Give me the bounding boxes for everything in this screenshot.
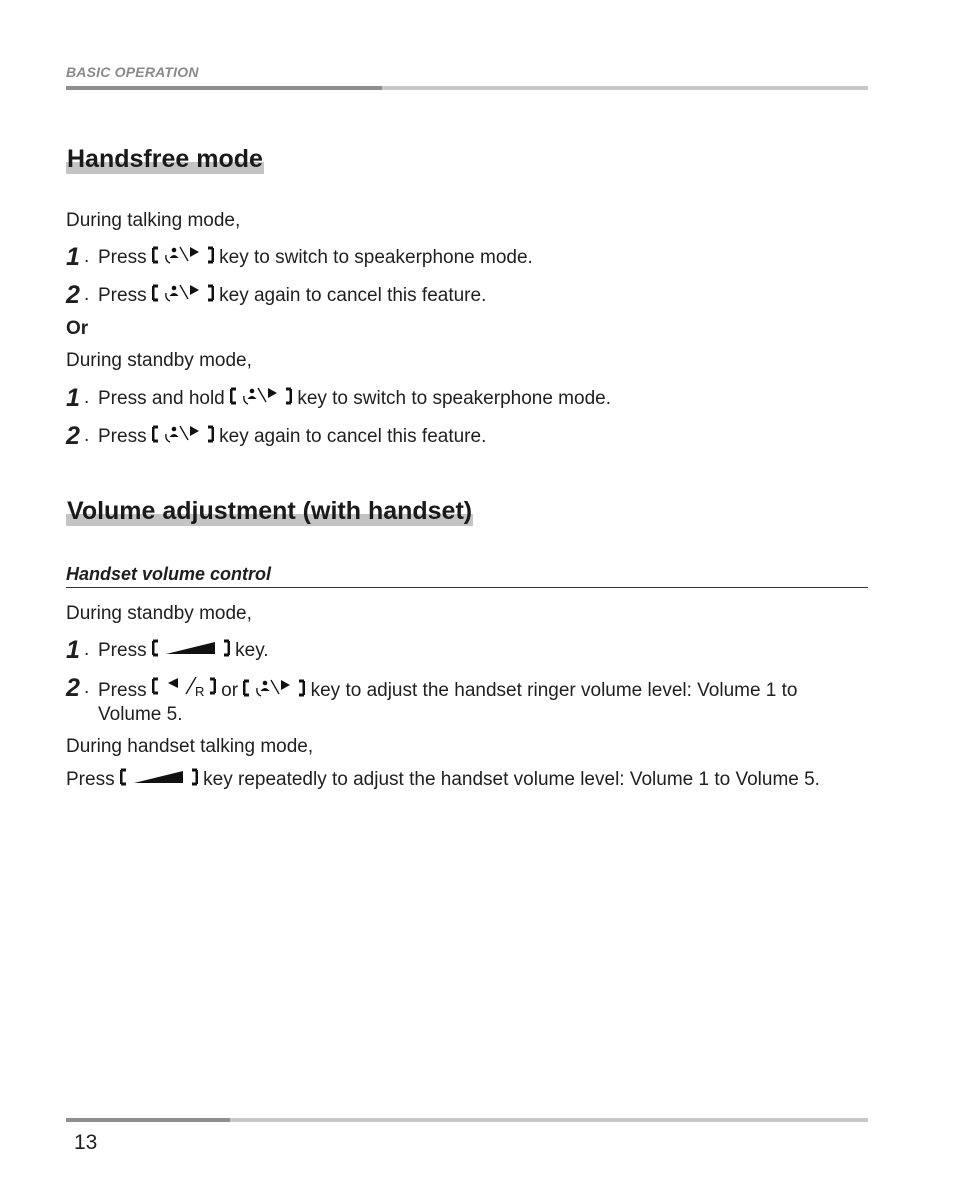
or-label: Or [66,318,89,339]
step-number: 2 [66,281,80,309]
volume-title: Volume adjustment (with handset) [67,497,473,525]
step-post-text: key. [235,640,269,661]
step-number: 1 [66,384,80,412]
speakerphone-key-icon [230,386,292,406]
volume-key-icon [120,767,198,787]
volume-talking-intro: During handset talking mode, [66,736,314,757]
handsfree-talking-intro: During talking mode, [66,210,241,231]
volume-step-1: 1 . Press key. [66,636,269,664]
step-post-text: key to adjust the handset ringer volume level: Volume 1 to Volume 5. [98,680,798,725]
volume-standby-intro: During standby mode, [66,603,252,624]
svg-text:R: R [194,684,205,698]
speakerphone-key-icon [152,424,214,444]
talking-post-text: key repeatedly to adjust the handset volume level: Volume 1 to Volume 5. [203,769,820,790]
header-rule-dark [66,86,382,90]
step-mid-text: or [221,680,239,701]
handsfree-standby-intro: During standby mode, [66,350,252,371]
speakerphone-key-icon [152,245,214,265]
redial-key-icon [152,676,216,698]
header-rule-light [382,86,868,90]
step-post-text: key to switch to speakerphone mode. [219,247,533,268]
step-pre-text: Press [98,680,147,701]
footer-rule-light [230,1118,868,1122]
handsfree-title: Handsfree mode [67,145,263,173]
step-number: 1 [66,636,80,664]
handsfree-talking-step-2: 2 . Press key again to cancel this feature. [66,281,487,309]
speakerphone-key-icon [152,283,214,303]
handsfree-talking-step-1: 1 . Press key to switch to speakerphone mode. [66,243,533,271]
step-post-text: key again to cancel this feature. [219,285,487,306]
handsfree-standby-step-1: 1 . Press and hold key to switch to speakerphone mode. [66,384,611,412]
page-number: 13 [74,1131,98,1154]
step-post-text: key again to cancel this feature. [219,426,487,447]
step-number: 2 [66,422,80,450]
talking-pre-text: Press [66,769,115,790]
step-number: 2 [66,674,80,702]
step-pre-text: Press [98,640,147,661]
speakerphone-key-icon [243,678,305,698]
step-pre-text: Press [98,247,147,268]
step-number: 1 [66,243,80,271]
volume-subtitle: Handset volume control [66,564,868,588]
step-pre-text: Press and hold [98,388,225,409]
volume-key-icon [152,638,230,658]
volume-step-2: 2 . Press R or key to adjust the handset ringer volume level: Volume 1 to Volume 5. [66,674,798,725]
footer-rule-dark [66,1118,230,1122]
step-post-text: key to switch to speakerphone mode. [297,388,611,409]
handsfree-standby-step-2: 2 . Press key again to cancel this feature. [66,422,487,450]
volume-talking-instruction [66,767,876,792]
step-pre-text: Press [98,426,147,447]
step-pre-text: Press [98,285,147,306]
header-section-label: BASIC OPERATION [66,64,199,80]
